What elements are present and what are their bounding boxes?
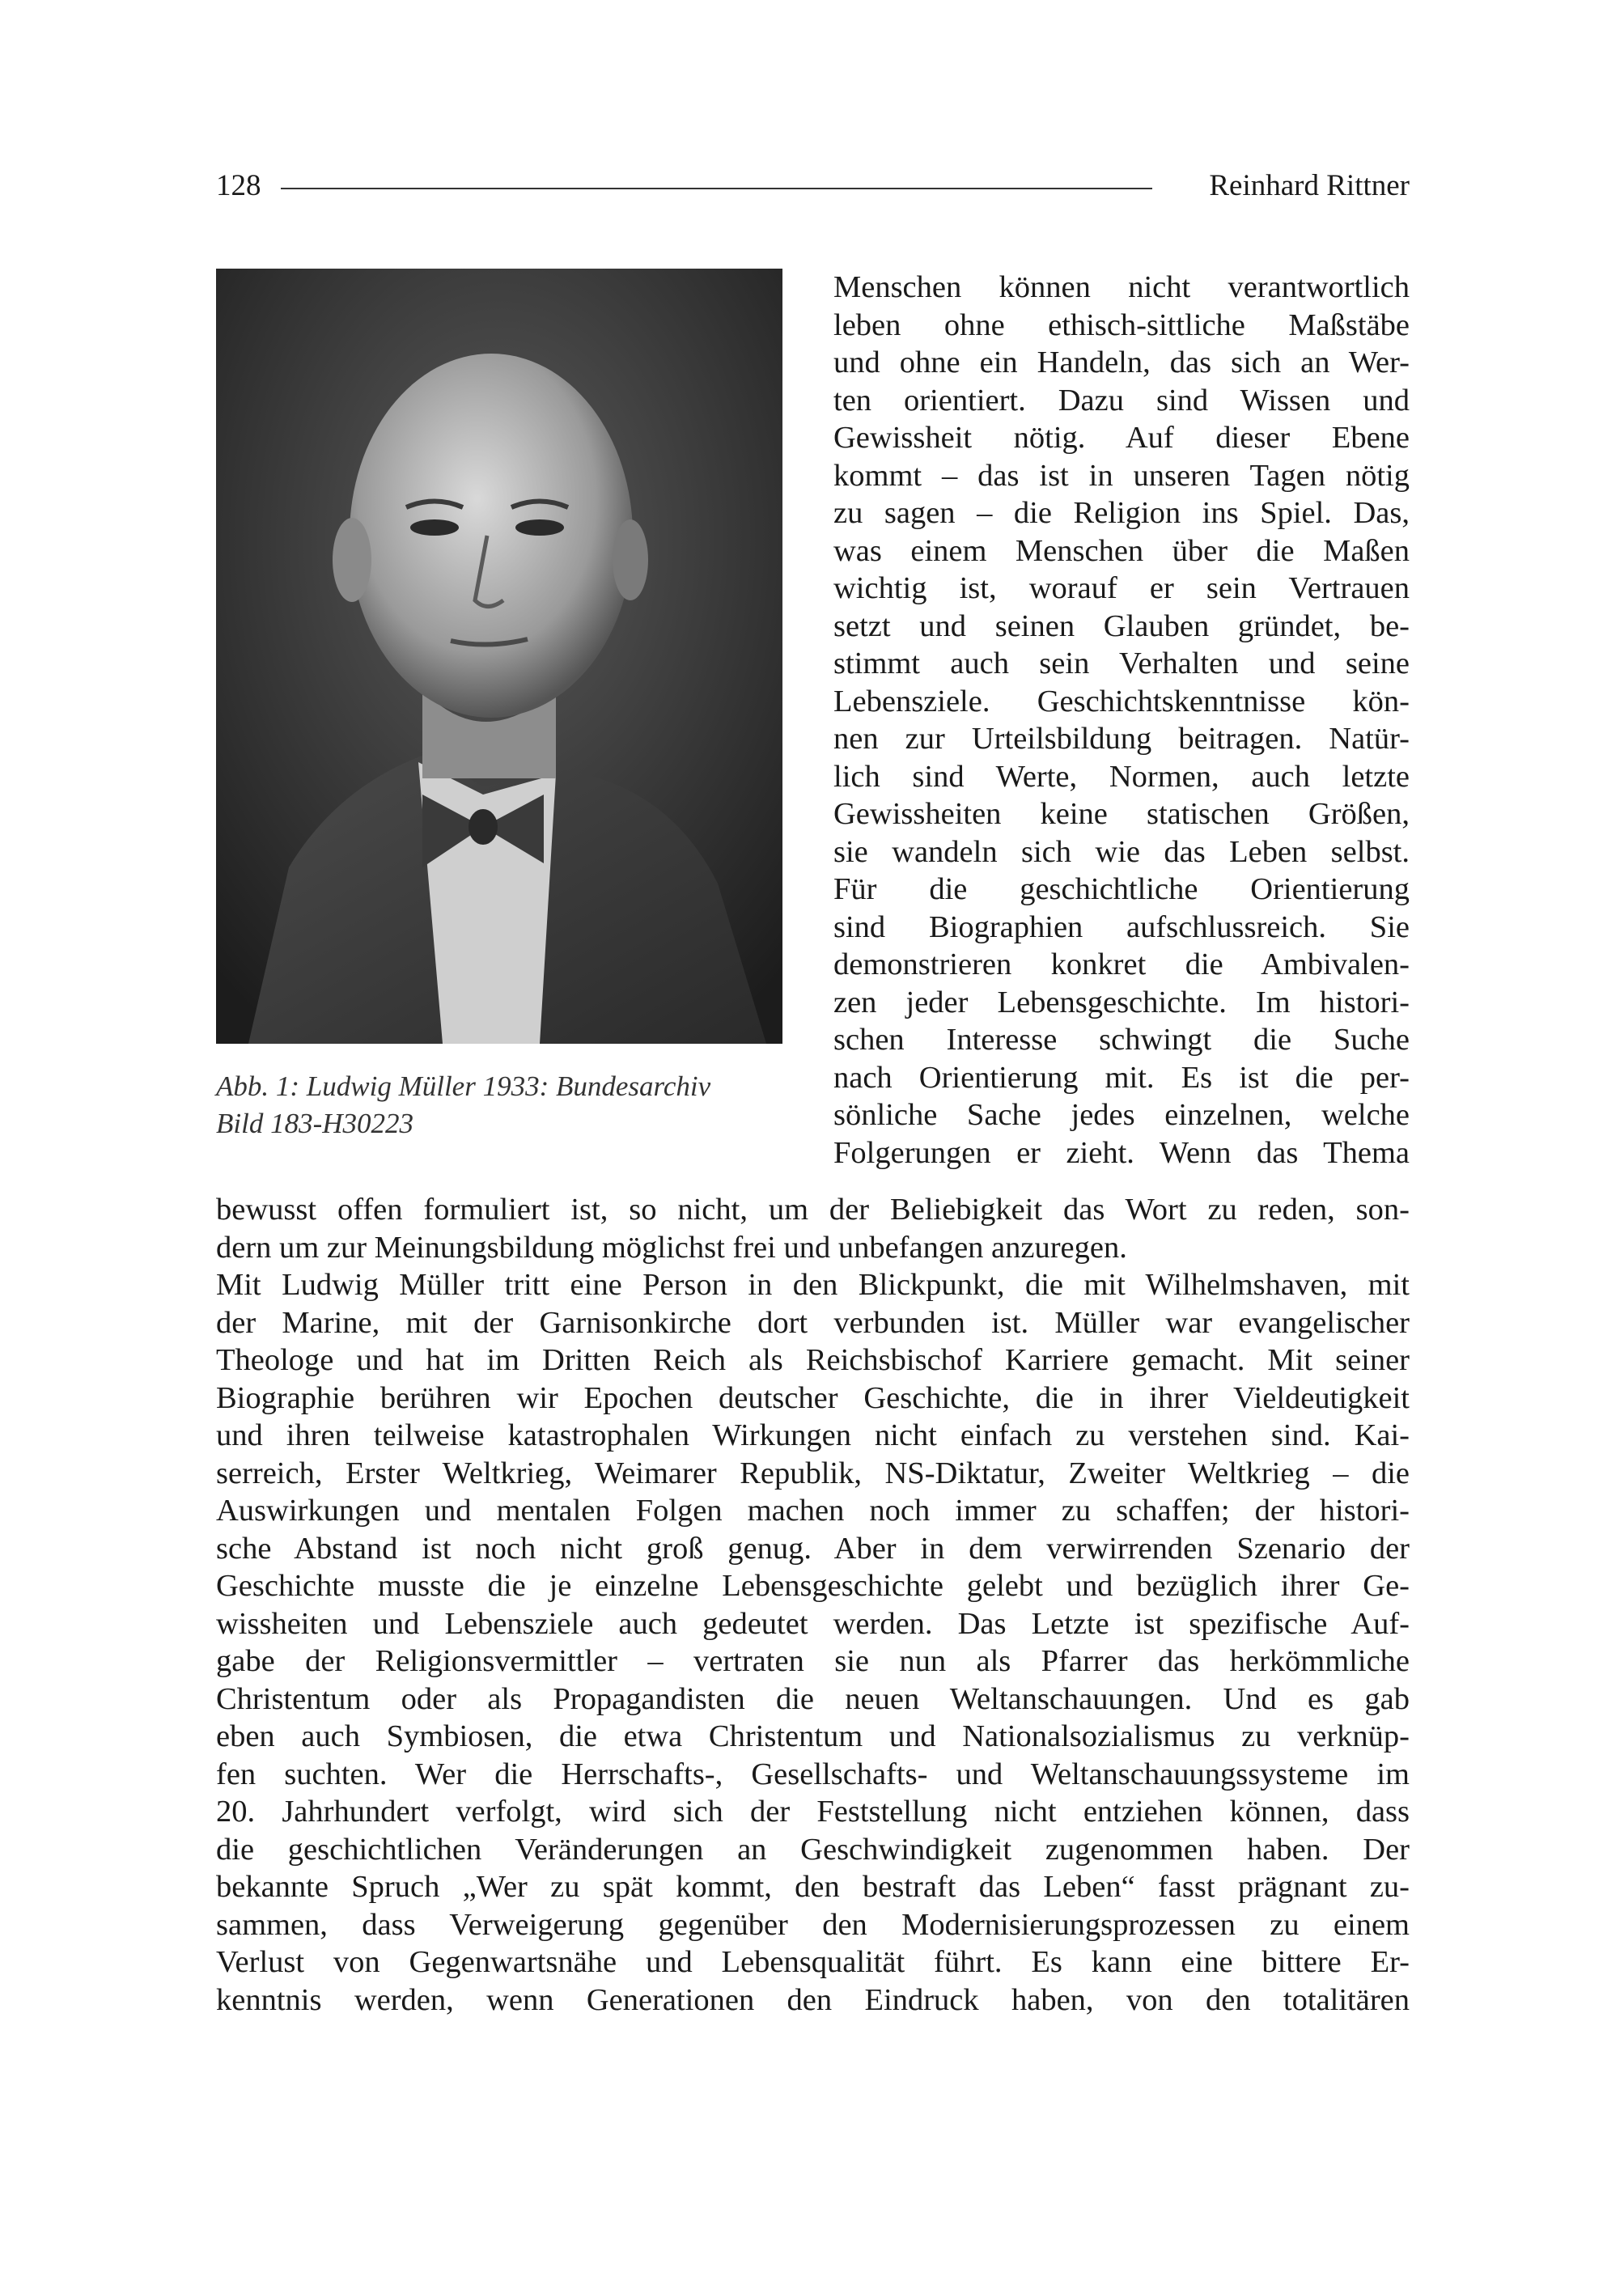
text-line: ten orientiert. Dazu sind Wissen und — [833, 383, 1410, 417]
text-line: Geschichte musste die je einzelne Lebensgeschichte gelebt und bezüglich ihrer Ge- — [216, 1569, 1410, 1603]
text-line: Für die geschichtliche Orientierung — [833, 872, 1410, 906]
text-line: Biographie berühren wir Epochen deutscher Geschichte, die in ihrer Vieldeutigkeit — [216, 1380, 1410, 1415]
text-line: setzt und seinen Glauben gründet, be- — [833, 608, 1410, 643]
figure-caption — [216, 1068, 799, 1142]
text-line: nen zur Urteilsbildung beitragen. Natür- — [833, 722, 1410, 756]
text-line: bekannte Spruch „Wer zu spät kommt, den bestraft das Leben“ fasst prägnant zu- — [216, 1870, 1410, 1904]
text-line: und ihren teilweise katastrophalen Wirkungen nicht einfach zu verstehen sind. Kai- — [216, 1418, 1410, 1452]
text-line: fen suchten. Wer die Herrschafts-, Gesellschafts- und Weltanschauungssysteme im — [216, 1757, 1410, 1791]
text-line: zen jeder Lebensgeschichte. Im histori- — [833, 985, 1410, 1019]
text-line: Theologe und hat im Dritten Reich als Reichsbischof Karriere gemacht. Mit seiner — [216, 1343, 1410, 1377]
text-line: Christentum oder als Propagandisten die neuen Weltanschauungen. Und es gab — [216, 1681, 1410, 1716]
text-line: 20. Jahrhundert verfolgt, wird sich der Feststellung nicht entziehen können, dass — [216, 1795, 1410, 1829]
header-rule — [281, 188, 1152, 189]
text-line: gabe der Religionsvermittler – vertraten sie nun als Pfarrer das herkömmliche — [216, 1644, 1410, 1678]
text-line: und ohne ein Handeln, das sich an Wer- — [833, 345, 1410, 379]
running-head-author: Reinhard Rittner — [1209, 169, 1410, 202]
text-line: der Marine, mit der Garnisonkirche dort verbunden ist. Müller war evangelischer — [216, 1305, 1410, 1340]
text-line: wissheiten und Lebensziele auch gedeutet werden. Das Letzte ist spezifische Auf- — [216, 1606, 1410, 1641]
text-line: leben ohne ethisch-sittliche Maßstäbe — [833, 307, 1410, 342]
text-line: Verlust von Gegenwartsnähe und Lebensqualität führt. Es kann eine bittere Er- — [216, 1945, 1410, 1979]
caption-line: Abb. 1: Ludwig Müller 1933: Bundesarchiv — [216, 1070, 711, 1102]
text-line: Gewissheit nötig. Auf dieser Ebene — [833, 421, 1410, 455]
caption-line: Bild 183-H30223 — [216, 1108, 414, 1139]
text-line: nach Orientierung mit. Es ist die per- — [833, 1060, 1410, 1095]
text-line: sammen, dass Verweigerung gegenüber den Modernisierungsprozessen zu einem — [216, 1907, 1410, 1942]
text-line: zu sagen – die Religion ins Spiel. Das, — [833, 496, 1410, 530]
text-line: wichtig ist, worauf er sein Vertrauen — [833, 571, 1410, 605]
page-number: 128 — [216, 169, 261, 202]
text-line: schen Interesse schwingt die Suche — [833, 1023, 1410, 1057]
text-line: serreich, Erster Weltkrieg, Weimarer Republik, NS-Diktatur, Zweiter Weltkrieg – die — [216, 1456, 1410, 1490]
text-line: eben auch Symbiosen, die etwa Christentum und Nationalsozialismus zu verknüp- — [216, 1719, 1410, 1753]
text-line: Gewissheiten keine statischen Größen, — [833, 797, 1410, 831]
text-line: kenntnis werden, wenn Generationen den Eindruck haben, von den totalitären — [216, 1982, 1410, 2017]
text-line: sind Biographien aufschlussreich. Sie — [833, 909, 1410, 944]
portrait-photo-icon — [216, 269, 782, 1044]
text-line: Mit Ludwig Müller tritt eine Person in den Blickpunkt, die mit Wilhelmshaven, mit — [216, 1268, 1410, 1302]
text-line: die geschichtlichen Veränderungen an Geschwindigkeit zugenommen haben. Der — [216, 1832, 1410, 1867]
text-line: bewusst offen formuliert ist, so nicht, um der Beliebigkeit das Wort zu reden, son- — [216, 1193, 1410, 1227]
text-line: kommt – das ist in unseren Tagen nötig — [833, 458, 1410, 493]
text-line: sche Abstand ist noch nicht groß genug. Aber in dem verwirrenden Szenario der — [216, 1531, 1410, 1566]
text-line: was einem Menschen über die Maßen — [833, 533, 1410, 568]
text-line: demonstrieren konkret die Ambivalen- — [833, 947, 1410, 981]
text-line: Lebensziele. Geschichtskenntnisse kön- — [833, 684, 1410, 718]
text-line: lich sind Werte, Normen, auch letzte — [833, 759, 1410, 794]
text-line: sie wandeln sich wie das Leben selbst. — [833, 834, 1410, 869]
text-line: dern um zur Meinungsbildung möglichst frei und unbefangen anzuregen. — [216, 1230, 1127, 1265]
body-paragraphs — [216, 1191, 1410, 2019]
text-line: Menschen können nicht verantwortlich — [833, 270, 1410, 304]
text-line: stimmt auch sein Verhalten und seine — [833, 646, 1410, 680]
text-line: sönliche Sache jedes einzelnen, welche — [833, 1098, 1410, 1132]
page-header — [216, 166, 1410, 206]
text-line: Folgerungen er zieht. Wenn das Thema — [833, 1135, 1410, 1170]
text-line: Auswirkungen und mentalen Folgen machen noch immer zu schaffen; der histori- — [216, 1494, 1410, 1528]
column-paragraph — [833, 269, 1410, 1172]
portrait-photo — [216, 269, 782, 1044]
